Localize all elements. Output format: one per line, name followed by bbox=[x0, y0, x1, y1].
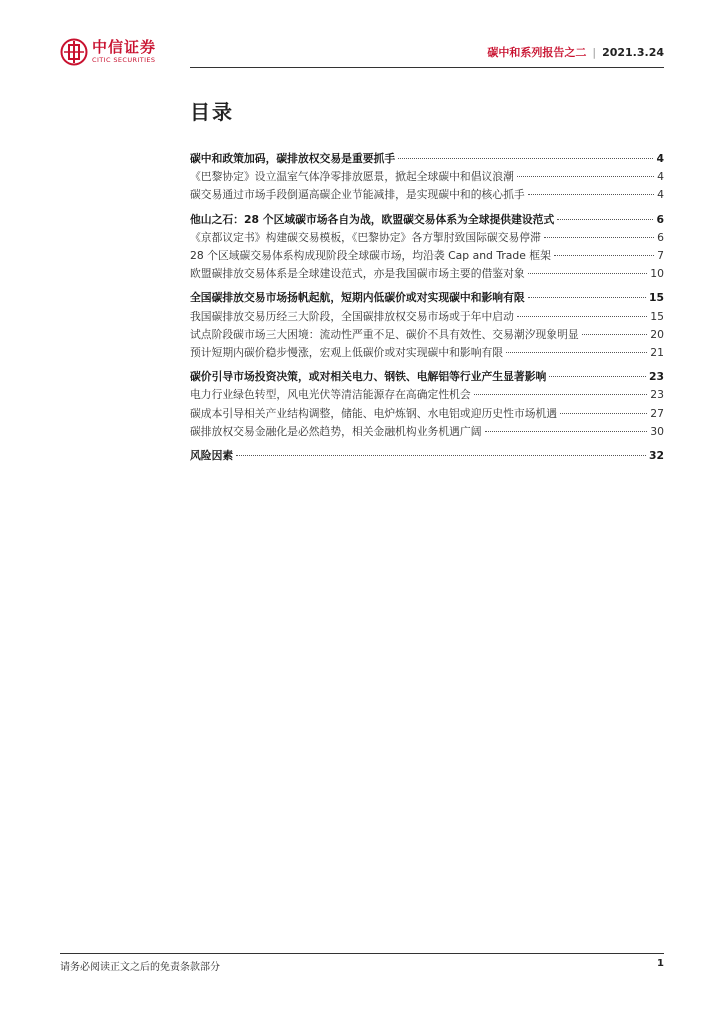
toc-entry-label: 碳排放权交易金融化是必然趋势，相关金融机构业务机遇广阔 bbox=[190, 424, 482, 438]
toc-entry-main[interactable] bbox=[190, 211, 664, 229]
toc-page-number: 4 bbox=[657, 170, 664, 184]
page-number: 1 bbox=[657, 958, 664, 969]
header-separator: | bbox=[592, 45, 597, 59]
report-series: 碳中和系列报告之二 bbox=[487, 46, 587, 59]
toc-page-number: 4 bbox=[657, 188, 664, 202]
logo-english-name: CITIC SECURITIES bbox=[92, 56, 156, 65]
toc-entry-main[interactable] bbox=[190, 447, 664, 465]
toc-entry-main[interactable] bbox=[190, 150, 664, 168]
toc-entry-label: 碳成本引导相关产业结构调整，储能、电炉炼钢、水电铝或迎历史性市场机遇 bbox=[190, 406, 558, 420]
toc-entry-label: 28 个区域碳交易体系构成现阶段全球碳市场，均沿袭 Cap and Trade 框架 bbox=[190, 249, 551, 263]
toc-page-number: 15 bbox=[648, 291, 664, 305]
toc-section-3 bbox=[190, 289, 664, 362]
toc-entry-sub[interactable] bbox=[190, 247, 664, 265]
toc-page-number: 15 bbox=[650, 309, 664, 323]
table-of-contents bbox=[190, 150, 664, 471]
toc-page-number: 6 bbox=[656, 212, 664, 226]
toc-entry-sub[interactable] bbox=[190, 405, 664, 423]
toc-page-number: 4 bbox=[656, 152, 664, 165]
toc-entry-main[interactable] bbox=[190, 289, 664, 307]
toc-entry-label: 电力行业绿色转型，风电光伏等清洁能源存在高确定性机会 bbox=[190, 388, 471, 402]
toc-dot-leader bbox=[528, 194, 654, 195]
toc-entry-sub[interactable] bbox=[190, 344, 664, 362]
toc-section-1 bbox=[190, 150, 664, 205]
citic-logo bbox=[60, 34, 156, 70]
toc-dot-leader bbox=[528, 273, 648, 274]
toc-dot-leader bbox=[560, 413, 647, 414]
toc-entry-label: 《京都议定书》构建碳交易模板，《巴黎协定》各方掣肘致国际碳交易停滞 bbox=[190, 230, 541, 244]
toc-dot-leader bbox=[517, 316, 647, 317]
toc-entry-label: 风险因素 bbox=[190, 449, 234, 463]
report-date: 2021.3.24 bbox=[602, 45, 664, 59]
toc-page-number: 30 bbox=[650, 424, 664, 438]
toc-page-number: 7 bbox=[657, 249, 664, 263]
toc-entry-label: 他山之石：28 个区域碳市场各自为战，欧盟碳交易体系为全球提供建设范式 bbox=[190, 212, 555, 226]
header-meta bbox=[487, 44, 664, 60]
toc-entry-sub[interactable] bbox=[190, 386, 664, 404]
toc-section-5 bbox=[190, 447, 664, 465]
toc-entry-sub[interactable] bbox=[190, 186, 664, 204]
disclaimer-note: 请务必阅读正文之后的免责条款部分 bbox=[60, 962, 220, 973]
toc-page-number: 23 bbox=[648, 370, 664, 384]
toc-page-number: 23 bbox=[650, 388, 664, 402]
toc-entry-sub[interactable] bbox=[190, 308, 664, 326]
toc-entry-label: 碳价引导市场投资决策，或对相关电力、钢铁、电解铝等行业产生显著影响 bbox=[190, 370, 547, 384]
toc-entry-label: 碳中和政策加码，碳排放权交易是重要抓手 bbox=[190, 152, 396, 165]
toc-entry-label: 我国碳排放交易历经三大阶段，全国碳排放权交易市场或于年中启动 bbox=[190, 309, 514, 323]
toc-page-number: 21 bbox=[650, 346, 664, 360]
toc-entry-label: 碳交易通过市场手段倒逼高碳企业节能减排，是实现碳中和的核心抓手 bbox=[190, 188, 525, 202]
toc-entry-sub[interactable] bbox=[190, 326, 664, 344]
page-header bbox=[60, 34, 664, 70]
toc-page-number: 32 bbox=[648, 449, 664, 463]
toc-dot-leader bbox=[517, 176, 654, 177]
logo-chinese-name: 中信证券 bbox=[92, 38, 157, 57]
toc-page-number: 27 bbox=[650, 406, 664, 420]
toc-entry-label: 试点阶段碳市场三大困境：流动性严重不足、碳价不具有效性、交易潮汐现象明显 bbox=[190, 327, 579, 341]
toc-dot-leader bbox=[506, 352, 647, 353]
toc-dot-leader bbox=[544, 237, 654, 238]
header-divider bbox=[190, 67, 664, 68]
toc-dot-leader bbox=[549, 376, 646, 377]
toc-entry-label: 全国碳排放交易市场扬帆起航，短期内低碳价或对实现碳中和影响有限 bbox=[190, 291, 525, 305]
toc-dot-leader bbox=[236, 455, 646, 456]
toc-page-number: 10 bbox=[650, 267, 664, 281]
toc-dot-leader bbox=[485, 431, 648, 432]
citic-logo-icon bbox=[60, 38, 88, 66]
toc-dot-leader bbox=[554, 255, 654, 256]
toc-entry-label: 欧盟碳排放交易体系是全球建设范式，亦是我国碳市场主要的借鉴对象 bbox=[190, 267, 525, 281]
toc-entry-label: 《巴黎协定》设立温室气体净零排放愿景，掀起全球碳中和倡议浪潮 bbox=[190, 170, 514, 184]
toc-page-number: 20 bbox=[650, 327, 664, 341]
toc-entry-sub[interactable] bbox=[190, 265, 664, 283]
toc-page-number: 6 bbox=[657, 230, 664, 244]
toc-dot-leader bbox=[557, 219, 653, 220]
toc-entry-sub[interactable] bbox=[190, 423, 664, 441]
toc-entry-label: 预计短期内碳价稳步慢涨，宏观上低碳价或对实现碳中和影响有限 bbox=[190, 346, 504, 360]
toc-entry-main[interactable] bbox=[190, 368, 664, 386]
toc-entry-sub[interactable] bbox=[190, 168, 664, 186]
toc-section-2 bbox=[190, 211, 664, 284]
toc-title: 目录 bbox=[190, 100, 234, 124]
toc-dot-leader bbox=[474, 394, 648, 395]
toc-dot-leader bbox=[582, 334, 648, 335]
toc-section-4 bbox=[190, 368, 664, 441]
toc-dot-leader bbox=[398, 158, 653, 159]
toc-entry-sub[interactable] bbox=[190, 229, 664, 247]
toc-dot-leader bbox=[528, 297, 646, 298]
footer-divider bbox=[60, 953, 664, 954]
